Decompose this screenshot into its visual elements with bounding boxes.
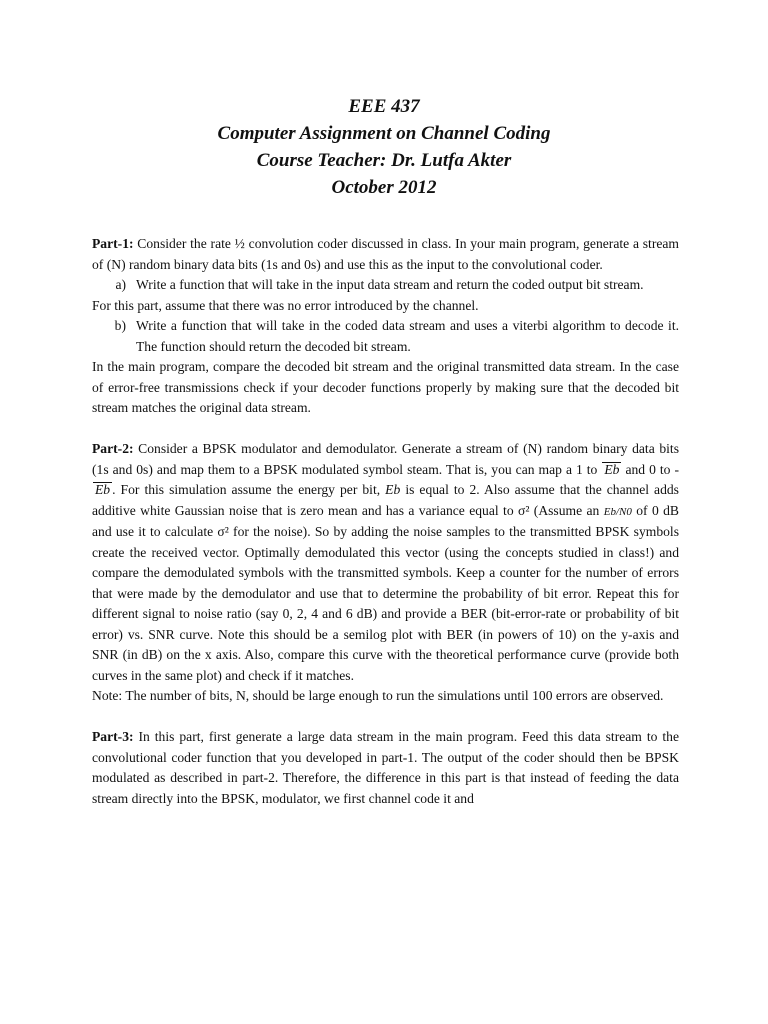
part1-intro-text: Consider the rate ½ convolution coder discussed in class. In your main program, generate a stream of (N) random binary data bits (1s and 0s) and use this as the input to the convolutional coder. <box>92 236 679 272</box>
document-header <box>0 93 768 201</box>
eb-symbol: Eb <box>385 482 401 497</box>
part2-note: Note: The number of bits, N, should be large enough to run the simulations until 100 errors are observed. <box>92 688 664 703</box>
document-body <box>92 234 679 809</box>
eb-over-n0-symbol: Eb/N0 <box>603 505 632 518</box>
part3-label: Part-3: <box>92 729 134 744</box>
part1-item-b-label: b) <box>114 318 126 333</box>
part1-note: For this part, assume that there was no error introduced by the channel. <box>92 297 479 313</box>
document-date: October 2012 <box>331 177 437 198</box>
part2-text-4: is equal to 2. Also assume that the channel adds additive white Gaussian noise that is zero mean and has a variance equal to σ² (Assume an <box>92 482 679 518</box>
part1-item-a <box>92 275 679 296</box>
sqrt-eb-symbol: Eb <box>604 461 620 477</box>
part1-item-b-text: Write a function that will take in the coded data stream and uses a viterbi algorithm to decode it. The function should return the decoded bit stream. <box>136 318 679 354</box>
part1-label: Part-1: <box>92 236 134 251</box>
part1-item-b <box>92 316 679 357</box>
part2-text-1: Consider a BPSK modulator and demodulator. Generate a stream of (N) random binary data bits (1s and 0s) and map them to a BPSK modulated symbol steam. That is, you can map a 1 to <box>92 441 679 477</box>
part2-text-3: . For this simulation assume the energy per bit, <box>112 482 381 497</box>
course-code: EEE 437 <box>348 96 420 117</box>
assignment-title: Computer Assignment on Channel Coding <box>217 123 551 144</box>
part2-label: Part-2: <box>92 441 134 456</box>
course-teacher: Course Teacher: Dr. Lutfa Akter <box>256 150 512 171</box>
part3-body <box>92 727 679 809</box>
part2-text-2: and 0 to - <box>625 461 679 477</box>
part3-text: In this part, first generate a large data stream in the main program. Feed this data stream to the convolutional coder function that you developed in part-1. The output of the coder should then be BPSK modulated as described in part-2. Therefore, the difference in this part is that instead of feeding the data stream directly into the BPSK, modulator, we first channel code it and <box>92 729 679 806</box>
part1-item-a-label: a) <box>115 277 126 292</box>
part1-item-a-text: Write a function that will take in the input data stream and return the coded output bit stream. <box>136 277 644 292</box>
part2-body <box>92 439 679 686</box>
sqrt-eb-symbol-negative: Eb <box>95 482 111 497</box>
part2-text-5: of 0 dB and use it to calculate σ² for the noise). So by adding the noise samples to the transmitted BPSK symbols create the received vector. Optimally demodulated this vector (using the concepts studied in class!) and compare the demodulated symbols with the transmitted symbols. Keep a counter for the number of errors that were made by the demodulator and use that to determine the probability of bit error. Repeat this for different signal to noise ratio (say 0, 2, 4 and 6 dB) and provide a BER (bit-error-rate or probability of bit error) vs. SNR curve. Note this should be a semilog plot with BER (in powers of 10) on the y-axis and SNR (in dB) on the x axis. Also, compare this curve with the theoretical performance curve (provide both curves in the same plot) and check if it matches. <box>92 502 680 683</box>
part1-intro <box>92 234 679 275</box>
part1-main: In the main program, compare the decoded bit stream and the original transmitted data stream. In the case of error-free transmissions check if your decoder functions properly by making sure that the decoded bit stream matches the original data stream. <box>92 359 679 415</box>
